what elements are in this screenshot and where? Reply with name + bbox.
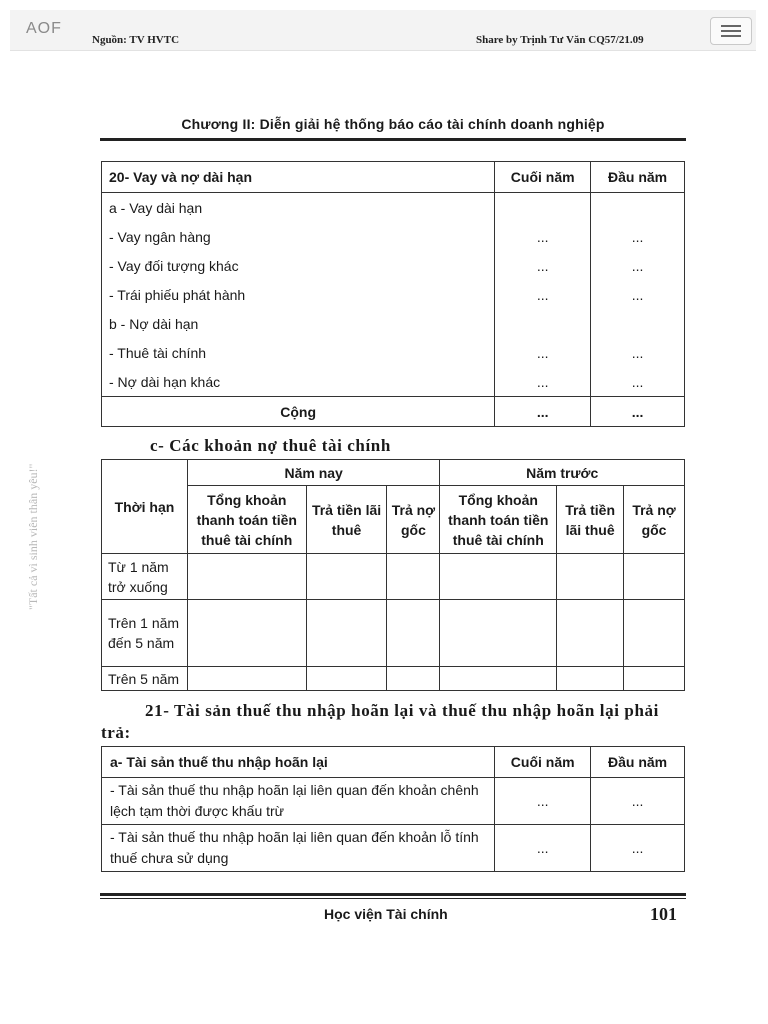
row-label: b - Nợ dài hạn bbox=[102, 309, 495, 338]
col-start-year: Đầu năm bbox=[591, 162, 685, 193]
table-row bbox=[102, 193, 685, 223]
chapter-rule bbox=[100, 138, 686, 141]
row-end bbox=[495, 309, 591, 338]
section21-title: 21- Tài sản thuế thu nhập hoãn lại và thuế thu nhập hoãn lại phải trả: bbox=[101, 701, 659, 742]
hamburger-menu-icon[interactable] bbox=[710, 17, 752, 45]
section20-title: 20- Vay và nợ dài hạn bbox=[102, 162, 495, 193]
total-start: ... bbox=[591, 397, 685, 427]
share-label: Share by Trịnh Tư Văn CQ57/21.09 bbox=[476, 34, 644, 46]
term-label: Trên 1 năm đến 5 năm bbox=[102, 600, 188, 667]
section21-table-title: a- Tài sản thuế thu nhập hoãn lại bbox=[102, 747, 495, 778]
row-start: ... bbox=[591, 367, 685, 397]
chapter-title: Chương II: Diễn giải hệ thống báo cáo tài chính doanh nghiệp bbox=[181, 116, 605, 132]
row-label: - Trái phiếu phát hành bbox=[102, 280, 495, 309]
finance-lease-table bbox=[101, 459, 685, 691]
row-end: ... bbox=[495, 338, 591, 367]
row-end: ... bbox=[495, 280, 591, 309]
app-logo[interactable]: AOF bbox=[26, 20, 62, 37]
loans-table bbox=[101, 161, 685, 427]
footer-institute: Học viện Tài chính bbox=[324, 906, 448, 922]
row-start bbox=[591, 309, 685, 338]
row-start bbox=[591, 193, 685, 223]
row-start: ... bbox=[591, 251, 685, 280]
table-row bbox=[102, 825, 685, 872]
col-end-year: Cuối năm bbox=[495, 747, 591, 778]
page-number: 101 bbox=[650, 904, 677, 924]
row-end: ... bbox=[495, 367, 591, 397]
col-principal: Trả nợ gốc bbox=[387, 486, 440, 554]
row-label: - Nợ dài hạn khác bbox=[102, 367, 495, 397]
term-label: Từ 1 năm trở xuống bbox=[102, 554, 188, 600]
table-header-row bbox=[102, 162, 685, 193]
side-watermark: "Tất cả vì sinh viên thân yêu!" bbox=[26, 463, 40, 610]
total-end: ... bbox=[495, 397, 591, 427]
col-end-year: Cuối năm bbox=[495, 162, 591, 193]
col-term: Thời hạn bbox=[102, 460, 188, 554]
table-row bbox=[102, 338, 685, 367]
table-row bbox=[102, 251, 685, 280]
table-header-row bbox=[102, 747, 685, 778]
row-end: ... bbox=[495, 778, 591, 825]
row-label: - Tài sản thuế thu nhập hoãn lại liên quan đến khoản chênh lệch tạm thời được khấu trừ bbox=[102, 778, 495, 825]
source-label: Nguồn: TV HVTC bbox=[92, 34, 180, 46]
footer-rule-thin bbox=[100, 898, 686, 899]
table-row bbox=[102, 280, 685, 309]
group-last-year: Năm trước bbox=[440, 460, 685, 486]
table-row bbox=[102, 554, 685, 600]
table-row bbox=[102, 309, 685, 338]
row-label: - Vay đối tượng khác bbox=[102, 251, 495, 280]
row-end: ... bbox=[495, 251, 591, 280]
col-start-year: Đầu năm bbox=[591, 747, 685, 778]
row-label: - Tài sản thuế thu nhập hoãn lại liên quan đến khoản lỗ tính thuế chưa sử dụng bbox=[102, 825, 495, 872]
table-row bbox=[102, 778, 685, 825]
row-end: ... bbox=[495, 222, 591, 251]
total-row bbox=[102, 397, 685, 427]
deferred-tax-table bbox=[101, 746, 685, 872]
row-label: - Vay ngân hàng bbox=[102, 222, 495, 251]
row-start: ... bbox=[591, 778, 685, 825]
row-end bbox=[495, 193, 591, 223]
row-start: ... bbox=[591, 338, 685, 367]
row-start: ... bbox=[591, 280, 685, 309]
row-start: ... bbox=[591, 825, 685, 872]
row-label: a - Vay dài hạn bbox=[102, 193, 495, 223]
group-this-year: Năm nay bbox=[187, 460, 440, 486]
col-total-payment: Tổng khoản thanh toán tiền thuê tài chính bbox=[187, 486, 306, 554]
table-row bbox=[102, 667, 685, 691]
col-principal-prev: Trả nợ gốc bbox=[624, 486, 685, 554]
table-row bbox=[102, 600, 685, 667]
row-end: ... bbox=[495, 825, 591, 872]
section-c-title: c- Các khoản nợ thuê tài chính bbox=[150, 436, 391, 455]
table-row bbox=[102, 367, 685, 397]
table-row bbox=[102, 222, 685, 251]
footer-rule bbox=[100, 893, 686, 896]
row-label: - Thuê tài chính bbox=[102, 338, 495, 367]
col-interest: Trả tiền lãi thuê bbox=[306, 486, 387, 554]
total-label: Cộng bbox=[102, 397, 495, 427]
term-label: Trên 5 năm bbox=[102, 667, 188, 691]
col-total-payment-prev: Tổng khoản thanh toán tiền thuê tài chính bbox=[440, 486, 557, 554]
row-start: ... bbox=[591, 222, 685, 251]
col-interest-prev: Trả tiền lãi thuê bbox=[557, 486, 624, 554]
